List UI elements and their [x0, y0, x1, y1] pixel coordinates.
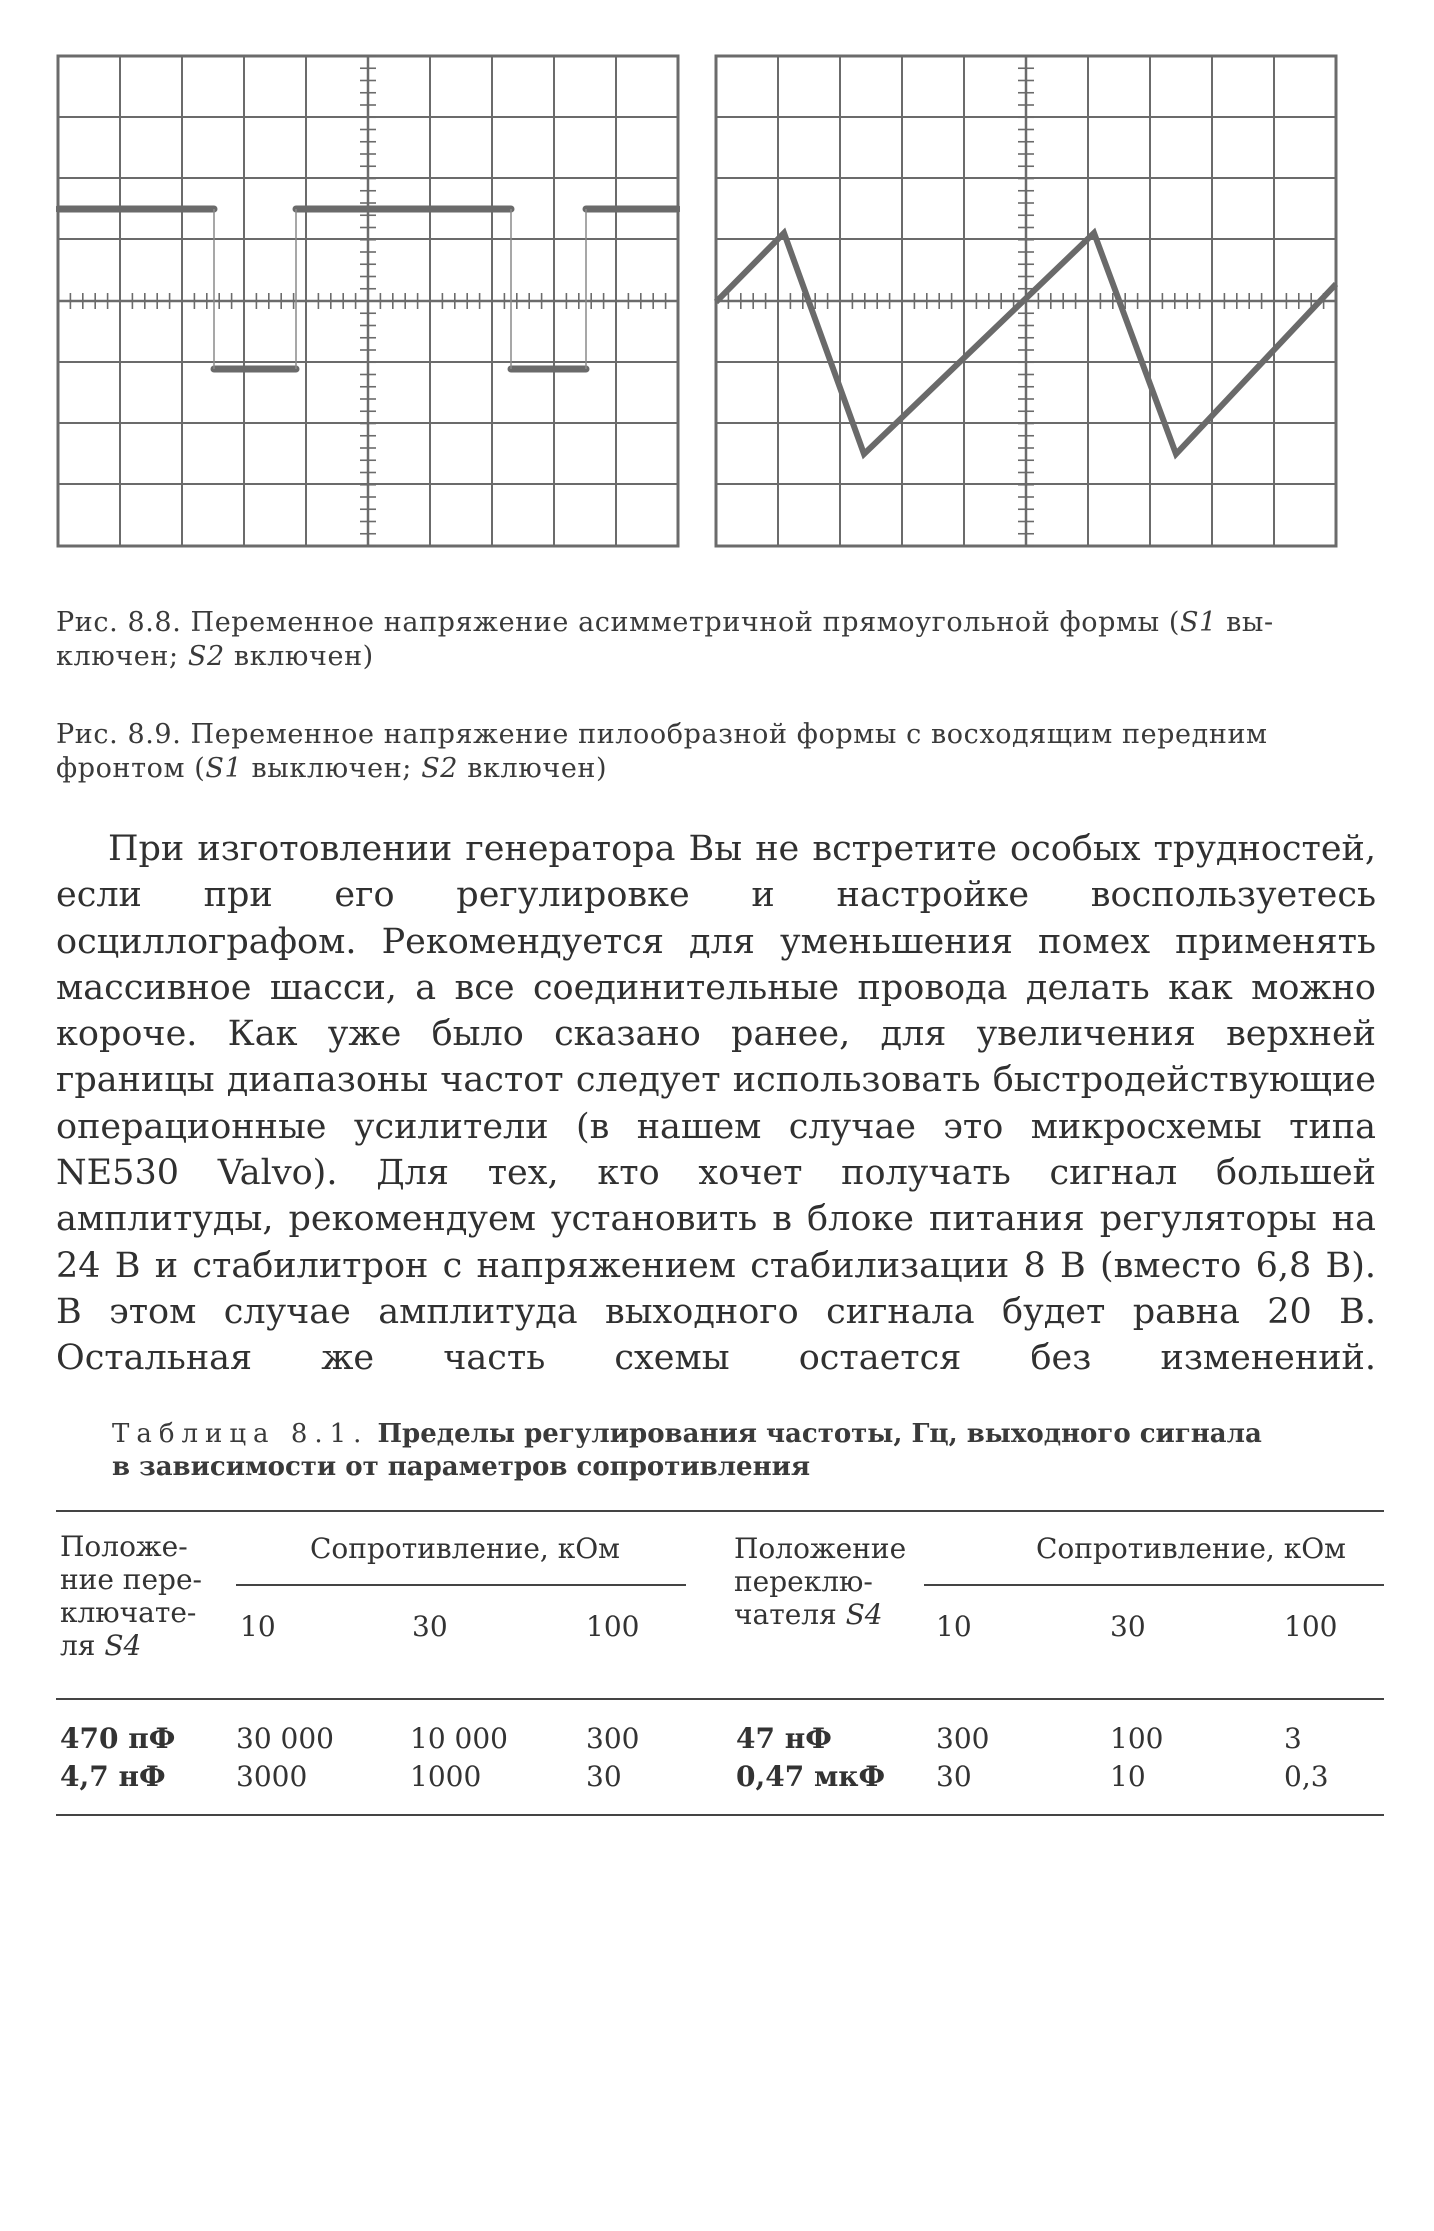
- header-resistance-right: Сопротивление, кОм: [1036, 1532, 1346, 1565]
- oscilloscope-screen-sawtooth: [714, 54, 1338, 548]
- row1-position-right: 47 нФ: [736, 1722, 832, 1755]
- body-paragraph: При изготовлении генератора Вы не встретите особых трудностей, если при его регулировке и настройке воспользуетесь осциллографом. Рекомендуется для уменьшения помех применять массивное шасси, а все соединительные провода делать как можно короче. Как уже было сказано ранее, для увеличения верхней границы диапазоны частот следует использовать быстродействующие операционные усилители (в нашем случае это микросхемы типа NE530 Valvo). Для тех, кто хочет получать сигнал большей амплитуды, рекомендуем установить в блоке питания регуляторы на 24 В и стабилитрон с напряжением стабилизации 8 В (вместо 6,8 В). В этом случае амплитуда выходного сигнала будет равна 20 В. Остальная же часть схемы остается без изменений.: [56, 829, 1376, 1379]
- row2-value-a: 3000: [236, 1760, 308, 1793]
- oscilloscope-screen-square: [56, 54, 680, 548]
- header-position-right: Положение переклю- чателя S4: [734, 1532, 907, 1631]
- header-r-100-left: 100: [586, 1610, 640, 1643]
- row1-value-f: 3: [1284, 1722, 1302, 1755]
- row1-position-left: 470 пФ: [60, 1722, 176, 1755]
- row2-value-b: 1000: [410, 1760, 482, 1793]
- header-subrule-left: [236, 1584, 686, 1586]
- figure-caption-8-9: Рис. 8.9. Переменное напряжение пилообразной формы с восходящим передним фронтом (S1 выключен; S2 включен): [56, 719, 1268, 784]
- row1-value-c: 300: [586, 1722, 640, 1755]
- header-r-10-right: 10: [936, 1610, 972, 1643]
- oscilloscope-figure-8-8: [56, 54, 680, 548]
- table-top-rule: [56, 1510, 1384, 1512]
- header-position-left: Положе- ние пере- ключате- ля S4: [60, 1530, 202, 1662]
- table-bottom-rule: [56, 1814, 1384, 1816]
- header-r-30-left: 30: [412, 1610, 448, 1643]
- header-r-30-right: 30: [1110, 1610, 1146, 1643]
- row1-value-a: 30 000: [236, 1722, 334, 1755]
- row2-value-e: 10: [1110, 1760, 1146, 1793]
- header-resistance-left: Сопротивление, кОм: [310, 1532, 620, 1565]
- row1-value-d: 300: [936, 1722, 990, 1755]
- row2-position-left: 4,7 нФ: [60, 1760, 166, 1793]
- row1-value-e: 100: [1110, 1722, 1164, 1755]
- table-title: Таблица 8.1. Пределы регулирования частоты, Гц, выходного сигнала в зависимости от параметров сопротивления: [112, 1419, 1262, 1482]
- header-bottom-rule: [56, 1698, 1384, 1700]
- row1-value-b: 10 000: [410, 1722, 508, 1755]
- header-subrule-right: [924, 1584, 1384, 1586]
- header-r-100-right: 100: [1284, 1610, 1338, 1643]
- oscilloscope-figure-8-9: [714, 54, 1338, 548]
- row2-position-right: 0,47 мкФ: [736, 1760, 886, 1793]
- row2-value-c: 30: [586, 1760, 622, 1793]
- figure-caption-8-8: Рис. 8.8. Переменное напряжение асимметричной прямоугольной формы (S1 вы-ключен; S2 включен): [56, 607, 1274, 672]
- row2-value-f: 0,3: [1284, 1760, 1329, 1793]
- header-r-10-left: 10: [240, 1610, 276, 1643]
- row2-value-d: 30: [936, 1760, 972, 1793]
